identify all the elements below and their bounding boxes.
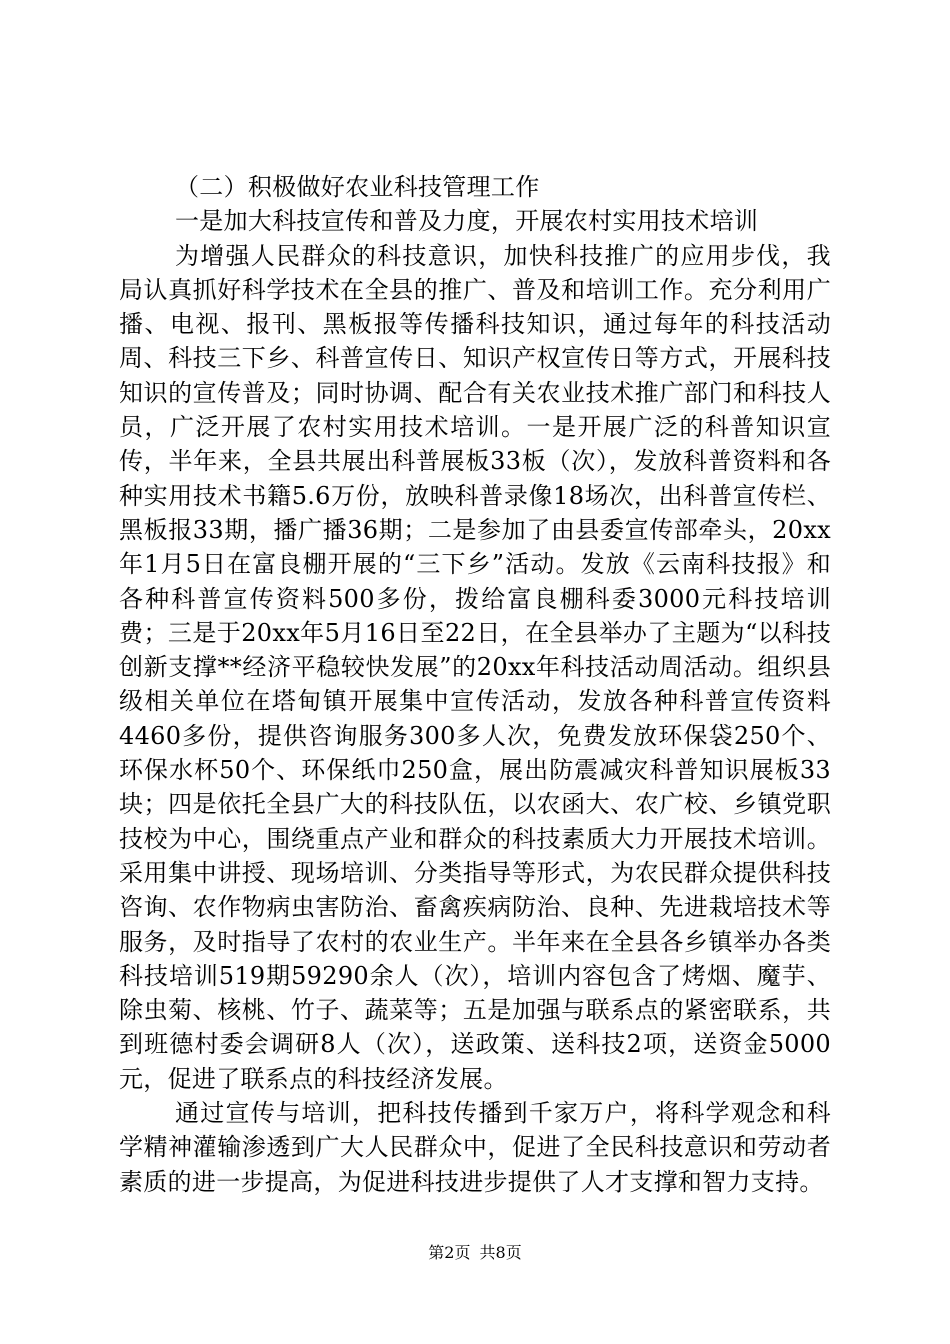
body-paragraph-2: 通过宣传与培训，把科技传播到千家万户，将科学观念和科学精神灌输渗透到广大人民群众中，促进了全民科技意识和劳动者素质的进一步提高，为促进科技进步提供了人才支撑和智力支持。 xyxy=(119,1099,831,1196)
document-body xyxy=(119,170,831,1199)
body-paragraph-1: 为增强人民群众的科技意识，加快科技推广的应用步伐，我局认真抓好科学技术在全县的推广、普及和培训工作。充分利用广播、电视、报刊、黑板报等传播科技知识，通过每年的科技活动周、科技三下乡、科普宣传日、知识产权宣传日等方式，开展科技知识的宣传普及；同时协调、配合有关农业技术推广部门和科技人员，广泛开展了农村实用技术培训。一是开展广泛的科普知识宣传，半年来，全县共展出科普展板33板（次），发放科普资料和各种实用技术书籍5.6万份，放映科普录像18场次，出科普宣传栏、黑板报33期，播广播36期；二是参加了由县委宣传部牵头，20xx年1月5日在富良棚开展的“三下乡”活动。发放《云南科技报》和各种科普宣传资料500多份，拨给富良棚科委3000元科技培训费；三是于20xx年5月16日至22日，在全县举办了主题为“以科技创新支撑**经济平稳较快发展”的20xx年科技活动周活动。组织县级相关单位在塔甸镇开展集中宣传活动，发放各种科普宣传资料4460多份，提供咨询服务300多人次，免费发放环保袋250个、环保水杯50个、环保纸巾250盒，展出防震减灾科普知识展板33块；四是依托全县广大的科技队伍，以农函大、农广校、乡镇党职技校为中心，围绕重点产业和群众的科技素质大力开展技术培训。采用集中讲授、现场培训、分类指导等形式，为农民群众提供科技咨询、农作物病虫害防治、畜禽疾病防治、良种、先进栽培技术等服务，及时指导了农村的农业生产。半年来在全县各乡镇举办各类科技培训519期59290余人（次），培训内容包含了烤烟、魔芋、除虫菊、核桃、竹子、蔬菜等；五是加强与联系点的紧密联系，共到班德村委会调研8人（次），送政策、送科技2项，送资金5000元，促进了联系点的科技经济发展。 xyxy=(119,241,831,1093)
page-total: 共8页 xyxy=(479,1243,522,1262)
page-number: 第2页 xyxy=(428,1243,471,1262)
section-subheading: 一是加大科技宣传和普及力度，开展农村实用技术培训 xyxy=(175,207,759,236)
page-footer xyxy=(0,1242,950,1264)
section-heading: （二）积极做好农业科技管理工作 xyxy=(175,173,540,201)
